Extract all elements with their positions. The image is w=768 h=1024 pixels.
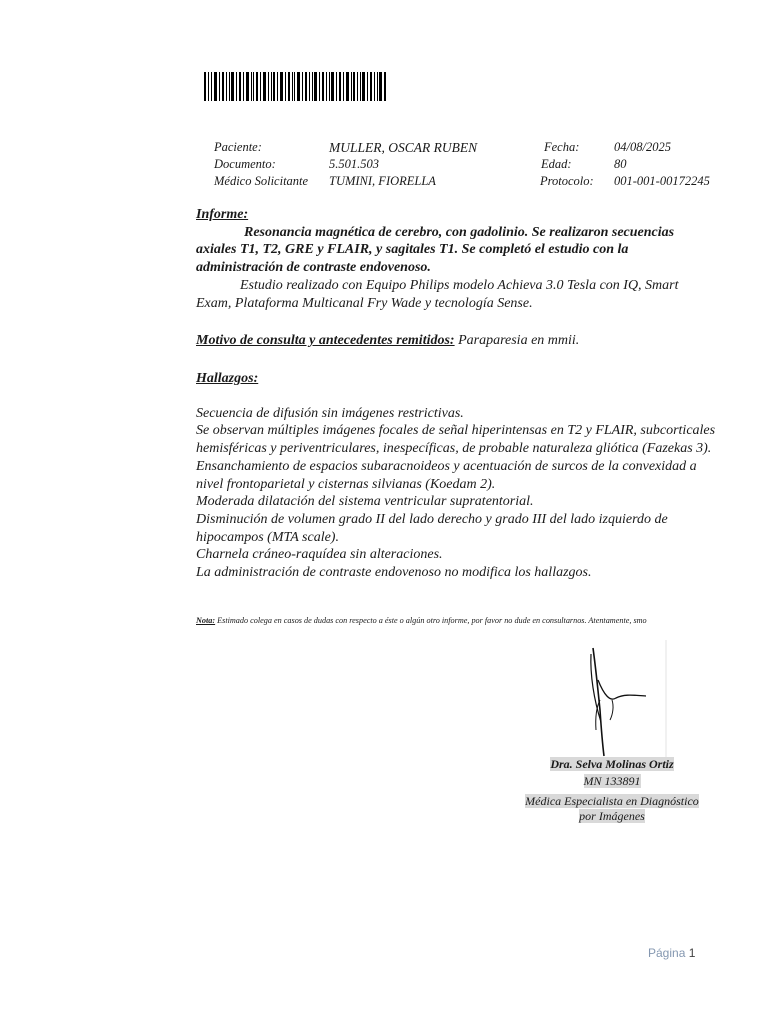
- page-number: [648, 946, 695, 960]
- hallazgos-section: [196, 370, 716, 582]
- edad-value: 80: [614, 157, 627, 171]
- hallazgo-line: La administración de contraste endovenoso no modifica los hallazgos.: [196, 565, 592, 581]
- hallazgo-line: Ensanchamiento de espacios subaracnoideos y acentuación de surcos de la convexidad a nivel frontoparietal y cisternas silvianas (Koedam 2).: [196, 458, 697, 492]
- informe-section: [196, 206, 716, 312]
- documento-label: Documento:: [214, 157, 276, 171]
- informe-paragraph-2: Estudio realizado con Equipo Philips modelo Achieva 3.0 Tesla con IQ, Smart Exam, Plataforma Multicanal Fry Wade y tecnología Sense.: [196, 277, 679, 311]
- documento-value: 5.501.503: [329, 157, 379, 171]
- fecha-label: Fecha:: [544, 140, 580, 154]
- hallazgo-line: Charnela cráneo-raquídea sin alteraciones.: [196, 547, 443, 563]
- doctor-title-line1: Médica Especialista en Diagnóstico: [525, 794, 699, 808]
- paciente-value: MULLER, OSCAR RUBEN: [329, 140, 478, 155]
- nota-text: Estimado colega en casos de dudas con respecto a éste o algún otro informe, por favor no dude en consultarnos. Atentamente, smo: [217, 616, 647, 625]
- hallazgos-heading: Hallazgos:: [196, 371, 259, 386]
- medico-value: TUMINI, FIORELLA: [329, 174, 436, 188]
- motivo-section: [196, 332, 716, 350]
- page-number-value: 1: [688, 946, 696, 960]
- signature-image: [560, 640, 670, 758]
- page-label: Página: [648, 946, 686, 960]
- protocolo-value: 001-001-00172245: [614, 174, 710, 188]
- patient-header: [0, 140, 768, 190]
- fecha-value: 04/08/2025: [614, 140, 671, 154]
- informe-paragraph-1: Resonancia magnética de cerebro, con gadolinio. Se realizaron secuencias axiales T1, T2, GRE y FLAIR, y sagitales T1. Se completó el estudio con la administración de contraste endovenoso.: [196, 224, 675, 276]
- paciente-label: Paciente:: [214, 140, 262, 154]
- nota-section: [196, 616, 736, 625]
- hallazgo-line: Se observan múltiples imágenes focales de señal hiperintensas en T2 y FLAIR, subcorticales hemisféricas y periventriculares, inespecíficas, de probable naturaleza gliótica (Fazekas 3).: [196, 423, 716, 457]
- informe-heading: Informe:: [196, 207, 249, 222]
- doctor-title-line2: por Imágenes: [579, 808, 645, 823]
- hallazgo-line: Disminución de volumen grado II del lado derecho y grado III del lado izquierdo de hipocampos (MTA scale).: [196, 511, 668, 545]
- protocolo-label: Protocolo:: [540, 174, 594, 188]
- motivo-heading: Motivo de consulta y antecedentes remitidos:: [196, 333, 455, 348]
- edad-label: Edad:: [541, 157, 572, 171]
- nota-label: Nota:: [196, 616, 216, 625]
- hallazgo-line: Moderada dilatación del sistema ventricular supratentorial.: [196, 494, 534, 510]
- medico-label: Médico Solicitante: [214, 174, 309, 188]
- barcode: [204, 72, 386, 101]
- doctor-mn: MN 133891: [583, 773, 641, 788]
- doctor-name: Dra. Selva Molinas Ortiz: [550, 757, 674, 771]
- signature-block: [515, 757, 709, 823]
- motivo-value: Paraparesia en mmii.: [458, 333, 580, 348]
- hallazgo-line: Secuencia de difusión sin imágenes restrictivas.: [196, 405, 464, 421]
